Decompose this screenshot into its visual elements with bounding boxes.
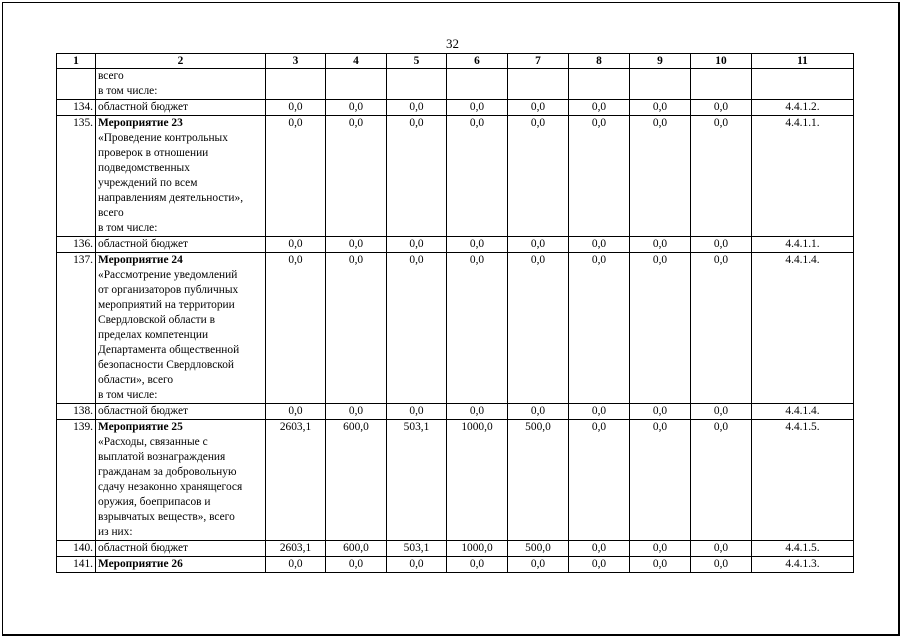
- value-cell-col-6: 0,0: [447, 100, 508, 116]
- value-cell-col-7: 500,0: [508, 541, 569, 557]
- value-cell-col-7: 0,0: [508, 237, 569, 253]
- value-cell-col-6: 1000,0: [447, 541, 508, 557]
- value-cell-col-10: 0,0: [691, 116, 752, 237]
- value-cell-col-8: 0,0: [569, 541, 630, 557]
- value-cell-col-4: 0,0: [326, 253, 387, 404]
- row-number: 139.: [57, 420, 96, 541]
- table-row: [57, 541, 854, 557]
- value-cell-col-10: 0,0: [691, 404, 752, 420]
- value-cell-col-3: [266, 69, 326, 100]
- value-cell-col-5: [387, 69, 447, 100]
- description-line: областной бюджет: [98, 238, 188, 250]
- target-code: [752, 69, 854, 100]
- row-description: [96, 541, 266, 557]
- value-cell-col-3: 0,0: [266, 237, 326, 253]
- column-header-9: 9: [630, 54, 691, 69]
- value-cell-col-8: [569, 69, 630, 100]
- value-cell-col-9: 0,0: [630, 237, 691, 253]
- value-cell-col-8: 0,0: [569, 404, 630, 420]
- value-cell-col-4: 0,0: [326, 116, 387, 237]
- value-cell-col-9: 0,0: [630, 420, 691, 541]
- column-header-6: 6: [447, 54, 508, 69]
- row-description: [96, 253, 266, 404]
- value-cell-col-3: 0,0: [266, 557, 326, 573]
- description-line: подведомственных: [98, 162, 190, 174]
- description-line: всего: [98, 70, 124, 82]
- value-cell-col-6: 0,0: [447, 253, 508, 404]
- value-cell-col-5: 503,1: [387, 541, 447, 557]
- column-header-10: 10: [691, 54, 752, 69]
- row-description: [96, 69, 266, 100]
- column-header-5: 5: [387, 54, 447, 69]
- value-cell-col-8: 0,0: [569, 237, 630, 253]
- row-number: [57, 69, 96, 100]
- value-cell-col-3: 0,0: [266, 404, 326, 420]
- column-header-11: 11: [752, 54, 854, 69]
- column-header-3: 3: [266, 54, 326, 69]
- target-code: 4.4.1.5.: [752, 541, 854, 557]
- value-cell-col-10: 0,0: [691, 237, 752, 253]
- description-line: пределах компетенции: [98, 329, 209, 341]
- row-number: 140.: [57, 541, 96, 557]
- value-cell-col-4: 0,0: [326, 237, 387, 253]
- value-cell-col-8: 0,0: [569, 557, 630, 573]
- description-line: областной бюджет: [98, 101, 188, 113]
- value-cell-col-9: 0,0: [630, 116, 691, 237]
- target-code: 4.4.1.1.: [752, 116, 854, 237]
- value-cell-col-4: 0,0: [326, 557, 387, 573]
- value-cell-col-6: [447, 69, 508, 100]
- row-description: [96, 100, 266, 116]
- value-cell-col-7: 500,0: [508, 420, 569, 541]
- value-cell-col-3: 0,0: [266, 253, 326, 404]
- description-line: безопасности Свердловской: [98, 359, 235, 371]
- row-description: [96, 420, 266, 541]
- value-cell-col-5: 0,0: [387, 253, 447, 404]
- value-cell-col-5: 0,0: [387, 404, 447, 420]
- value-cell-col-8: 0,0: [569, 100, 630, 116]
- table-row: [57, 557, 854, 573]
- table-row: [57, 420, 854, 541]
- value-cell-col-3: 2603,1: [266, 541, 326, 557]
- description-line: от организаторов публичных: [98, 284, 239, 296]
- value-cell-col-7: 0,0: [508, 116, 569, 237]
- row-description: [96, 557, 266, 573]
- value-cell-col-6: 0,0: [447, 116, 508, 237]
- table-row: [57, 116, 854, 237]
- value-cell-col-9: 0,0: [630, 253, 691, 404]
- row-number: 136.: [57, 237, 96, 253]
- value-cell-col-10: 0,0: [691, 557, 752, 573]
- value-cell-col-7: [508, 69, 569, 100]
- value-cell-col-4: 0,0: [326, 404, 387, 420]
- value-cell-col-8: 0,0: [569, 116, 630, 237]
- measure-title: Мероприятие 26: [98, 558, 183, 570]
- value-cell-col-8: 0,0: [569, 253, 630, 404]
- page-number: 32: [446, 36, 459, 51]
- value-cell-col-5: 0,0: [387, 116, 447, 237]
- value-cell-col-9: 0,0: [630, 541, 691, 557]
- value-cell-col-7: 0,0: [508, 557, 569, 573]
- description-line: области», всего: [98, 374, 174, 386]
- value-cell-col-10: 0,0: [691, 253, 752, 404]
- description-line: в том числе:: [98, 389, 158, 401]
- description-line: направлениям деятельности»,: [98, 192, 244, 204]
- column-number-row: [57, 54, 854, 69]
- value-cell-col-5: 0,0: [387, 237, 447, 253]
- row-number: 134.: [57, 100, 96, 116]
- target-code: 4.4.1.1.: [752, 237, 854, 253]
- value-cell-col-10: 0,0: [691, 541, 752, 557]
- value-cell-col-9: [630, 69, 691, 100]
- value-cell-col-5: 0,0: [387, 100, 447, 116]
- target-code: 4.4.1.4.: [752, 404, 854, 420]
- value-cell-col-4: 600,0: [326, 420, 387, 541]
- table-body: [57, 69, 854, 573]
- value-cell-col-7: 0,0: [508, 404, 569, 420]
- value-cell-col-6: 1000,0: [447, 420, 508, 541]
- value-cell-col-9: 0,0: [630, 100, 691, 116]
- description-line: областной бюджет: [98, 542, 188, 554]
- description-line: «Расходы, связанные с: [98, 436, 208, 448]
- value-cell-col-3: 0,0: [266, 100, 326, 116]
- target-code: 4.4.1.4.: [752, 253, 854, 404]
- value-cell-col-5: 0,0: [387, 557, 447, 573]
- budget-table: [56, 53, 854, 573]
- value-cell-col-6: 0,0: [447, 557, 508, 573]
- column-header-2: 2: [96, 54, 266, 69]
- value-cell-col-4: [326, 69, 387, 100]
- table-row: [57, 253, 854, 404]
- target-code: 4.4.1.2.: [752, 100, 854, 116]
- description-line: взрывчатых веществ», всего: [98, 511, 235, 523]
- value-cell-col-10: 0,0: [691, 100, 752, 116]
- measure-title: Мероприятие 25: [98, 421, 183, 433]
- description-line: всего: [98, 207, 124, 219]
- row-number: 137.: [57, 253, 96, 404]
- description-line: учреждений по всем: [98, 177, 198, 189]
- value-cell-col-8: 0,0: [569, 420, 630, 541]
- value-cell-col-6: 0,0: [447, 404, 508, 420]
- description-line: «Проведение контрольных: [98, 132, 228, 144]
- row-description: [96, 404, 266, 420]
- row-number: 141.: [57, 557, 96, 573]
- description-line: областной бюджет: [98, 405, 188, 417]
- description-line: выплатой вознаграждения: [98, 451, 226, 463]
- value-cell-col-9: 0,0: [630, 557, 691, 573]
- table-row: [57, 237, 854, 253]
- table-row: [57, 100, 854, 116]
- value-cell-col-3: 2603,1: [266, 420, 326, 541]
- row-number: 138.: [57, 404, 96, 420]
- row-number: 135.: [57, 116, 96, 237]
- value-cell-col-7: 0,0: [508, 253, 569, 404]
- measure-title: Мероприятие 24: [98, 254, 183, 266]
- column-header-4: 4: [326, 54, 387, 69]
- value-cell-col-10: 0,0: [691, 420, 752, 541]
- description-line: оружия, боеприпасов и: [98, 496, 211, 508]
- description-line: Свердловской области в: [98, 314, 215, 326]
- column-header-7: 7: [508, 54, 569, 69]
- value-cell-col-3: 0,0: [266, 116, 326, 237]
- row-description: [96, 237, 266, 253]
- value-cell-col-7: 0,0: [508, 100, 569, 116]
- value-cell-col-5: 503,1: [387, 420, 447, 541]
- description-line: в том числе:: [98, 85, 158, 97]
- value-cell-col-4: 0,0: [326, 100, 387, 116]
- row-description: [96, 116, 266, 237]
- description-line: Департамента общественной: [98, 344, 240, 356]
- value-cell-col-10: [691, 69, 752, 100]
- table-row: [57, 69, 854, 100]
- description-line: гражданам за добровольную: [98, 466, 237, 478]
- target-code: 4.4.1.5.: [752, 420, 854, 541]
- measure-title: Мероприятие 23: [98, 117, 183, 129]
- column-header-1: 1: [57, 54, 96, 69]
- description-line: в том числе:: [98, 222, 158, 234]
- value-cell-col-6: 0,0: [447, 237, 508, 253]
- target-code: 4.4.1.3.: [752, 557, 854, 573]
- description-line: мероприятий на территории: [98, 299, 235, 311]
- value-cell-col-9: 0,0: [630, 404, 691, 420]
- table-row: [57, 404, 854, 420]
- column-header-8: 8: [569, 54, 630, 69]
- description-line: из них:: [98, 526, 133, 538]
- description-line: сдачу незаконно хранящегося: [98, 481, 243, 493]
- value-cell-col-4: 600,0: [326, 541, 387, 557]
- description-line: проверок в отношении: [98, 147, 209, 159]
- description-line: «Рассмотрение уведомлений: [98, 269, 238, 281]
